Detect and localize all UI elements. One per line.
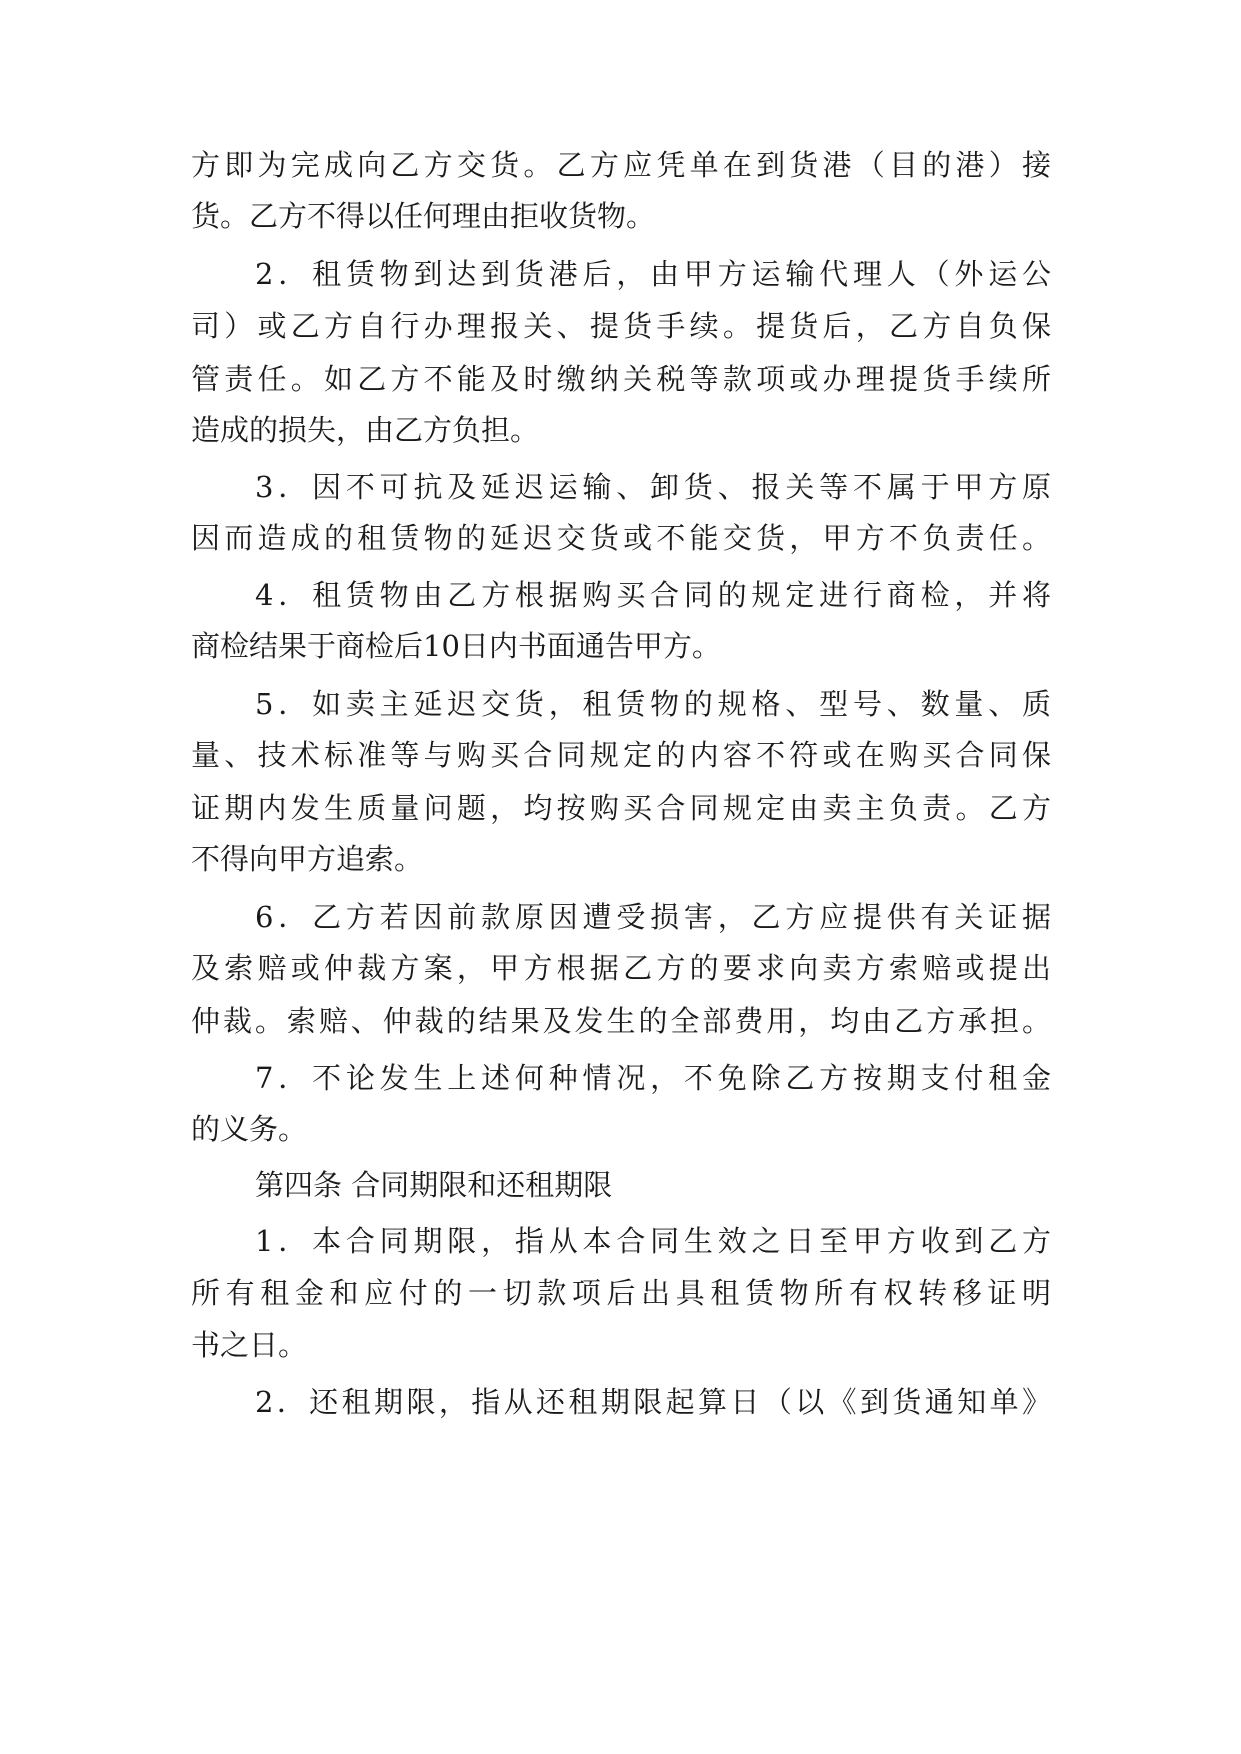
text-line: 6．乙方若因前款原因遭受损害，乙方应提供有关证据 [255, 900, 1051, 934]
text-line: 方即为完成向乙方交货。乙方应凭单在到货港（目的港）接 [191, 148, 1051, 182]
text-line: 2．租赁物到达到货港后，由甲方运输代理人（外运公 [255, 257, 1051, 291]
text-line: 量、技术标准等与购买合同规定的内容不符或在购买合同保 [191, 738, 1051, 772]
text-line: 3．因不可抗及延迟运输、卸货、报关等不属于甲方原 [255, 470, 1051, 504]
text-line: 及索赔或仲裁方案，甲方根据乙方的要求向卖方索赔或提出 [191, 951, 1051, 985]
section-heading: 第四条 合同期限和还租期限 [255, 1168, 613, 1202]
text-line: 不得向甲方追索。 [191, 842, 424, 876]
text-line: 造成的损失，由乙方负担。 [191, 413, 540, 447]
text-line: 1．本合同期限，指从本合同生效之日至甲方收到乙方 [255, 1224, 1051, 1258]
text-line: 证期内发生质量问题，均按购买合同规定由卖主负责。乙方 [191, 791, 1051, 825]
text-line: 因而造成的租赁物的延迟交货或不能交货，甲方不负责任。 [191, 521, 1051, 555]
text-line: 5．如卖主延迟交货，租赁物的规格、型号、数量、质 [255, 687, 1051, 721]
text-line: 仲裁。索赔、仲裁的结果及发生的全部费用，均由乙方承担。 [191, 1004, 1051, 1038]
text-line: 书之日。 [191, 1328, 308, 1362]
text-line: 2．还租期限，指从还租期限起算日（以《到货通知单》 [255, 1385, 1051, 1419]
text-line: 货。乙方不得以任何理由拒收货物。 [191, 199, 656, 233]
text-line: 司）或乙方自行办理报关、提货手续。提货后，乙方自负保 [191, 309, 1051, 343]
text-line: 4．租赁物由乙方根据购买合同的规定进行商检，并将 [255, 578, 1051, 612]
text-line: 管责任。如乙方不能及时缴纳关税等款项或办理提货手续所 [191, 362, 1051, 396]
text-line: 7．不论发生上述何种情况，不免除乙方按期支付租金 [255, 1061, 1051, 1095]
text-line: 商检结果于商检后10日内书面通告甲方。 [191, 629, 721, 663]
text-line: 的义务。 [191, 1112, 308, 1146]
text-line: 所有租金和应付的一切款项后出具租赁物所有权转移证明 [191, 1276, 1051, 1310]
